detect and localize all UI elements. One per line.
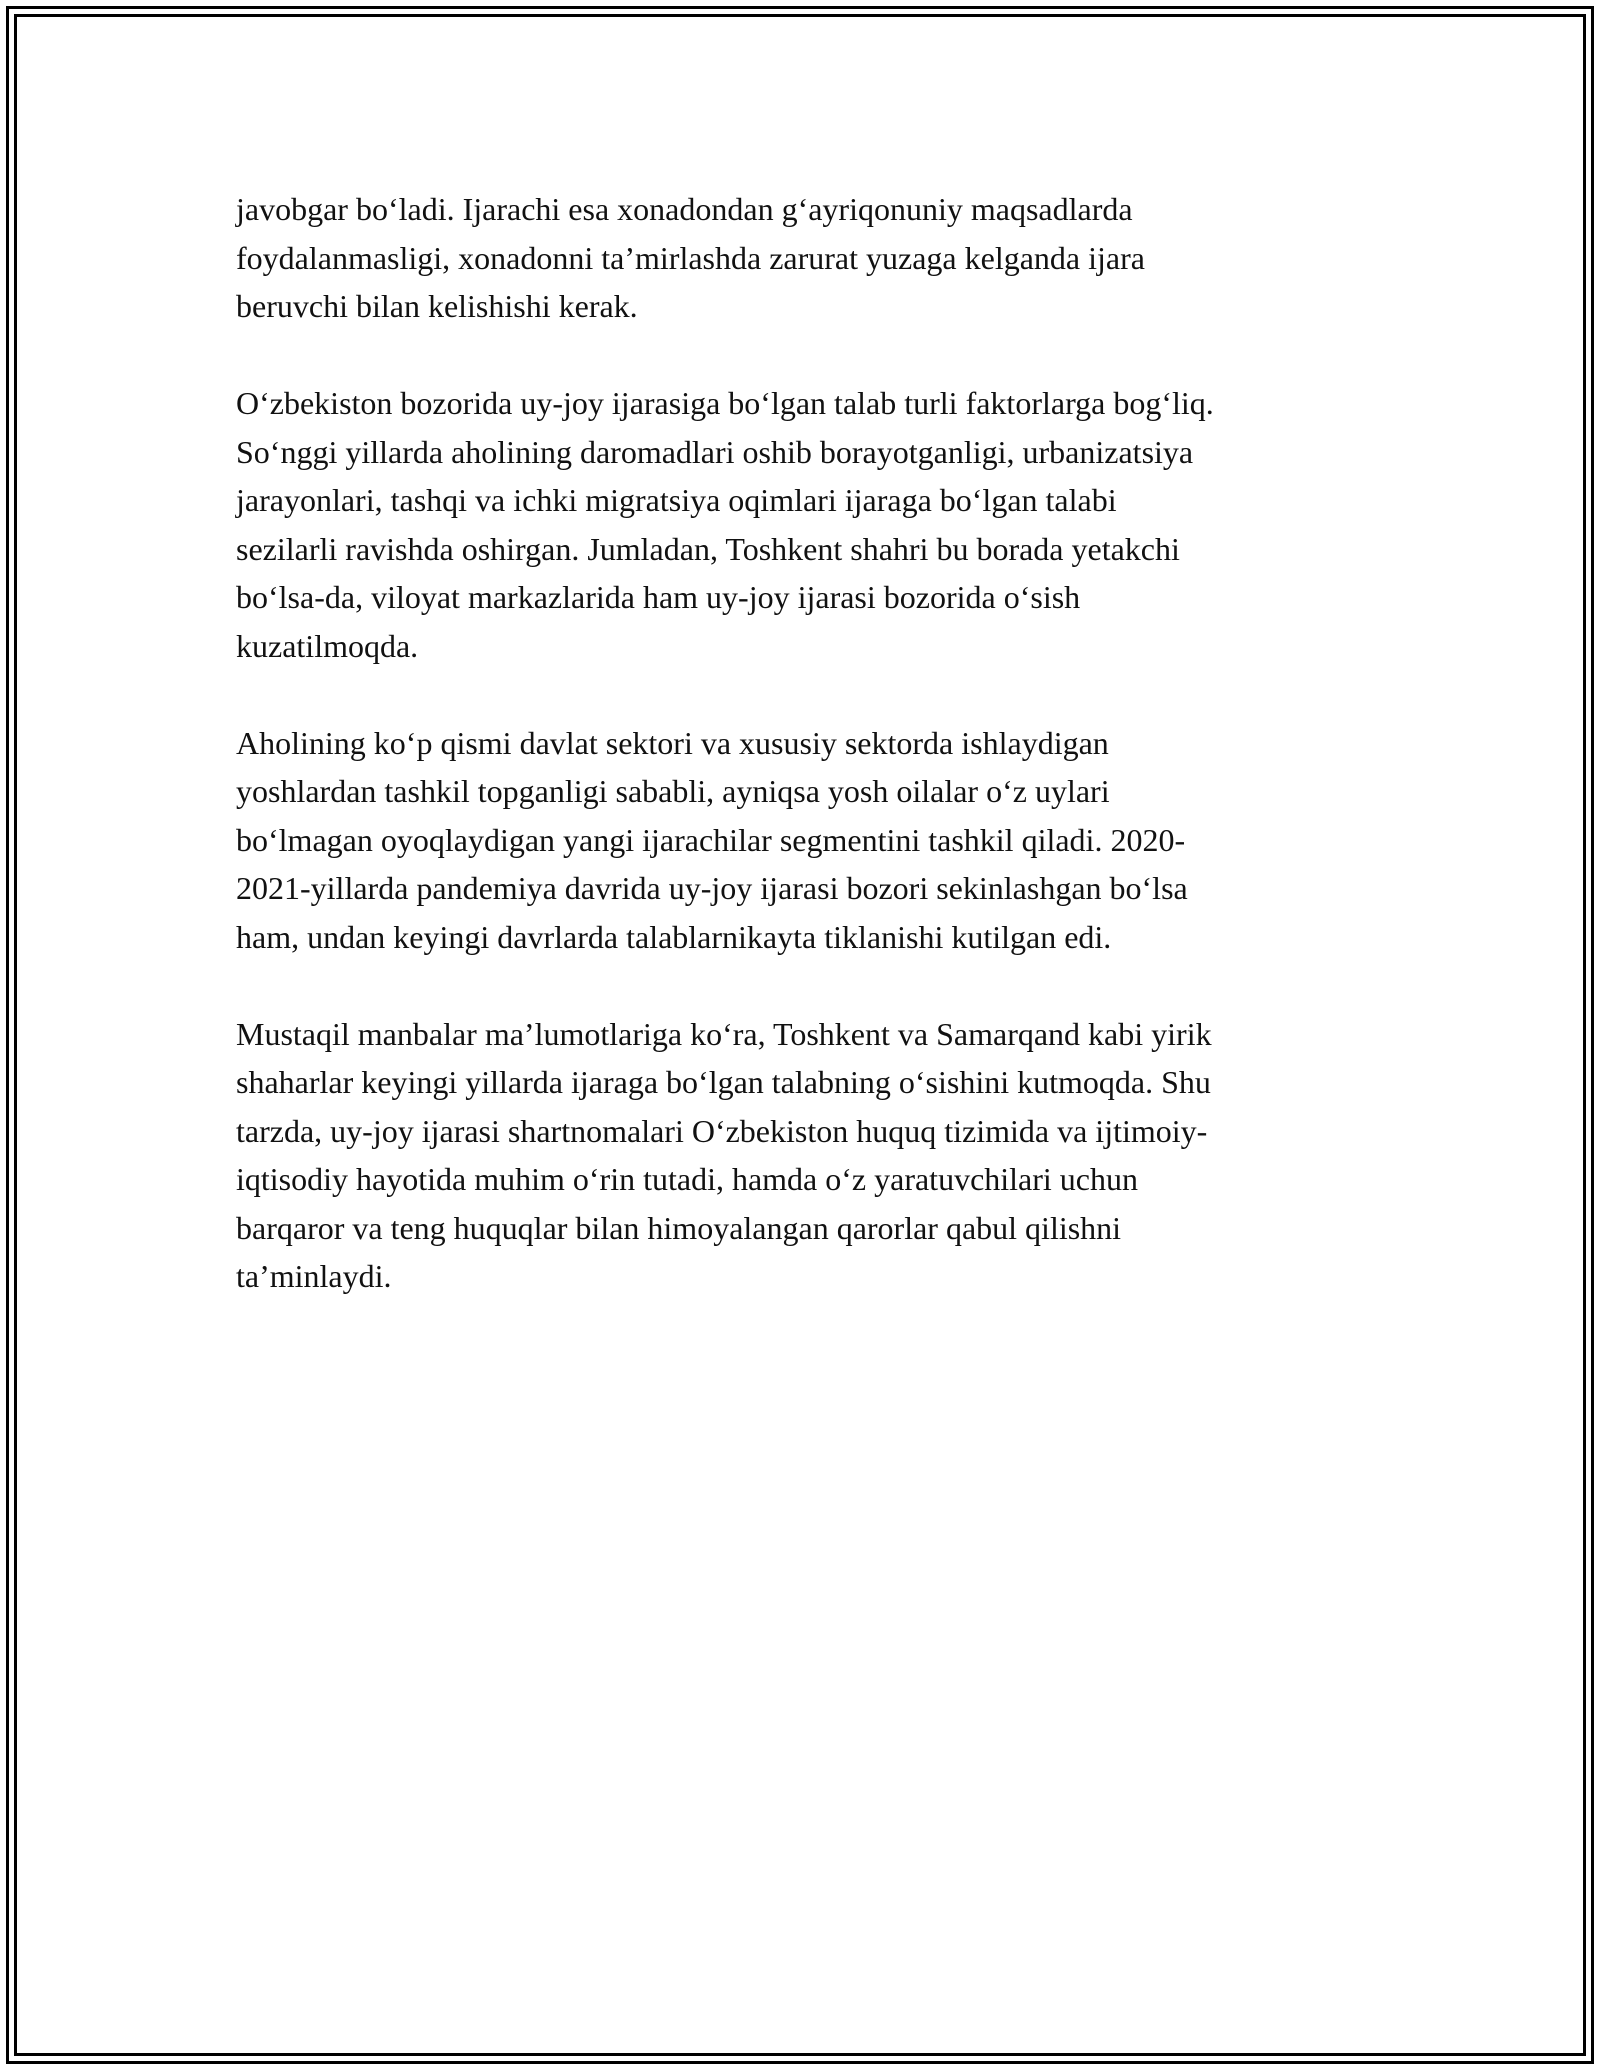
text-line: beruvchi bilan kelishishi kerak. [236,288,638,324]
text-line: jarayonlari, tashqi va ichki migratsiya oqimlari ijaraga bo‘lgan talabi [236,482,1117,518]
text-line: 2021-yillarda pandemiya davrida uy-joy ijarasi bozori sekinlashgan bo‘lsa [236,870,1188,906]
paragraph-3 [236,719,1364,962]
text-line: iqtisodiy hayotida muhim o‘rin tutadi, hamda o‘z yaratuvchilari uchun [236,1161,1138,1197]
text-line: shaharlar keyingi yillarda ijaraga bo‘lgan talabning o‘sishini kutmoqda. Shu [236,1064,1211,1100]
text-line: javobgar bo‘ladi. Ijarachi esa xonadondan g‘ayriqonuniy maqsadlarda [236,191,1133,227]
text-line: O‘zbekiston bozorida uy-joy ijarasiga bo‘lgan talab turli faktorlarga bog‘liq. [236,385,1214,421]
text-line: ham, undan keyingi davrlarda talablarnikayta tiklanishi kutilgan edi. [236,918,1112,955]
text-line: Mustaqil manbalar ma’lumotlariga ko‘ra, Toshkent va Samarqand kabi yirik [236,1015,1212,1052]
paragraph-2 [236,379,1364,670]
document-body [236,185,1364,1349]
text-line: foydalanmasligi, xonadonni ta’mirlashda zarurat yuzaga kelganda ijara [236,239,1145,276]
paragraph-4 [236,1010,1364,1301]
paragraph-1 [236,185,1364,331]
text-line: Aholining ko‘p qismi davlat sektori va xususiy sektorda ishlaydigan [236,724,1109,761]
text-line: bo‘lmagan oyoqlaydigan yangi ijarachilar segmentini tashkil qiladi. 2020- [236,821,1186,858]
text-line: So‘nggi yillarda aholining daromadlari oshib borayotganligi, urbanizatsiya [236,433,1194,470]
text-line: tarzda, uy-joy ijarasi shartnomalari O‘zbekiston huquq tizimida va ijtimoiy- [236,1112,1208,1149]
text-line: ta’minlaydi. [236,1258,392,1294]
text-line: bo‘lsa-da, viloyat markazlarida ham uy-joy ijarasi bozorida o‘sish [236,579,1081,615]
text-line: kuzatilmoqda. [236,627,419,664]
text-line: barqaror va teng huquqlar bilan himoyalangan qarorlar qabul qilishni [236,1209,1122,1246]
text-line: yoshlardan tashkil topganligi sababli, ayniqsa yosh oilalar o‘z uylari [236,773,1110,809]
text-line: sezilarli ravishda oshirgan. Jumladan, Toshkent shahri bu borada yetakchi [236,530,1180,567]
